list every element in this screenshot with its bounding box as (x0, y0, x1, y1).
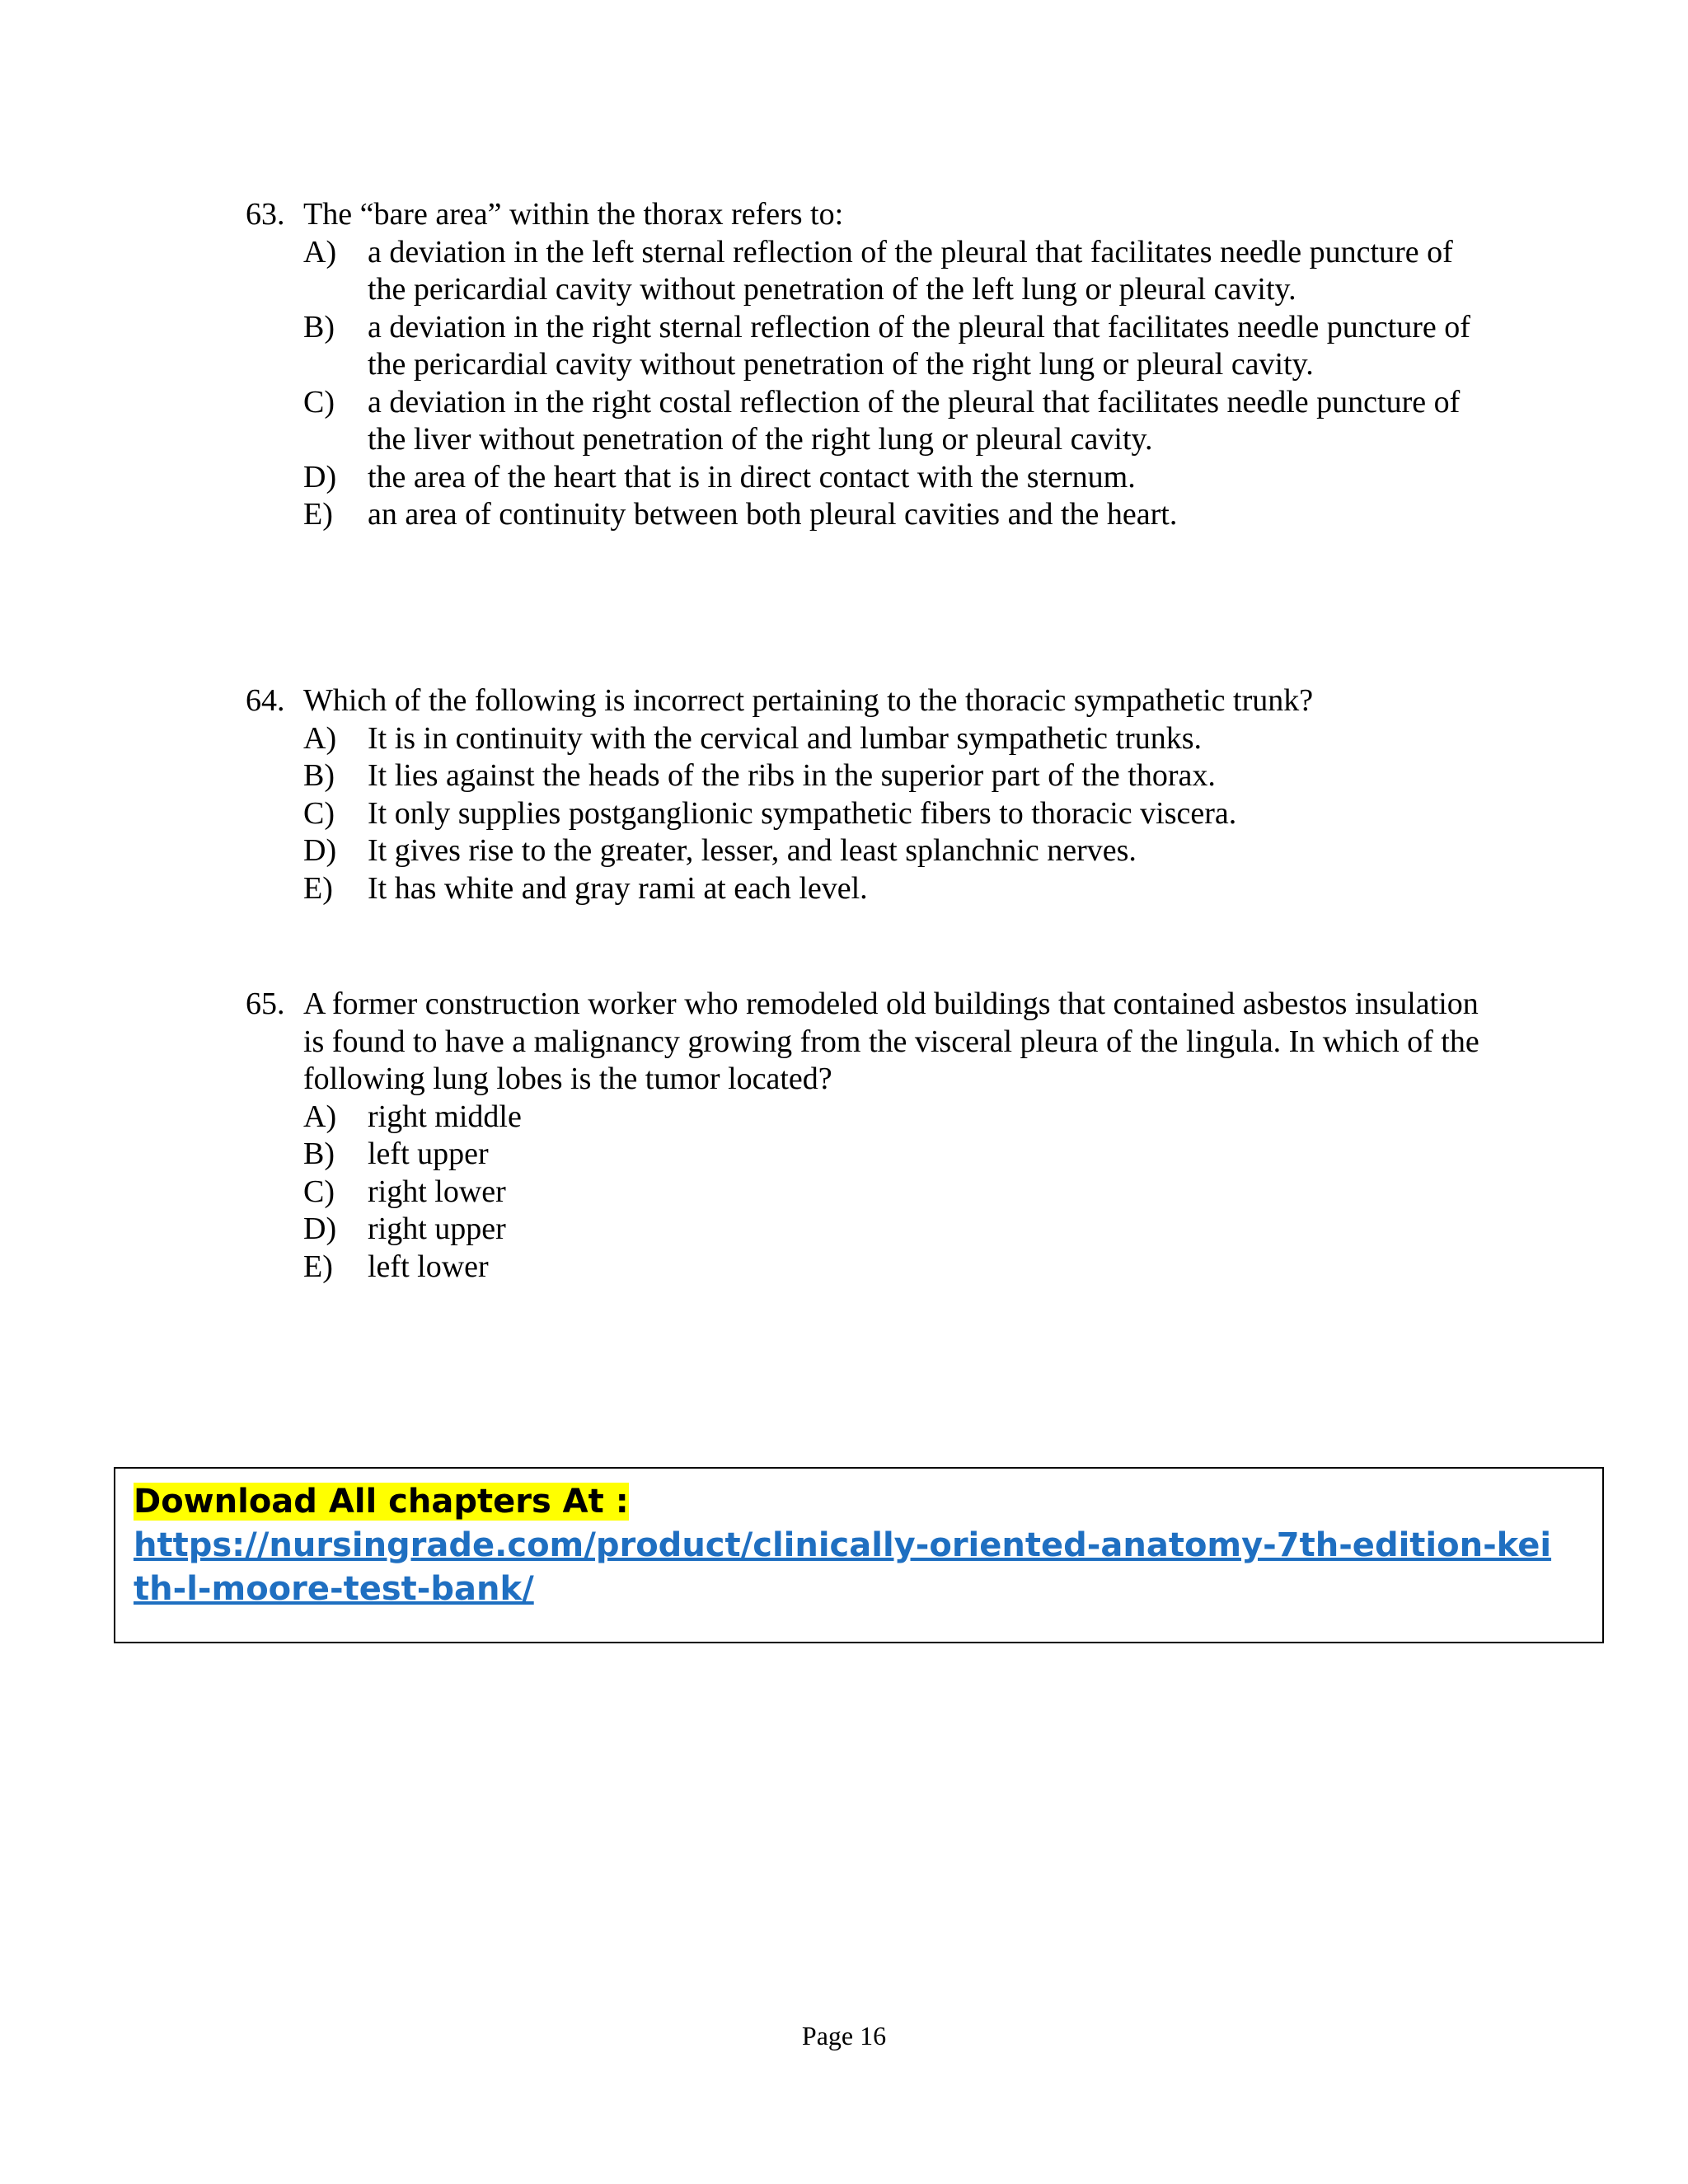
answer-option (303, 234, 1498, 309)
option-text: It has white and gray rami at each level. (368, 870, 868, 906)
answer-option (303, 1249, 1498, 1286)
answer-option (303, 795, 1498, 833)
option-text: a deviation in the right sternal reflection of the pleural that facilitates needle puncture of the pericardial cavity without penetration of the right lung or pleural cavity. (368, 309, 1470, 382)
question-stem (246, 986, 1498, 1099)
question-number: 63. (246, 197, 285, 232)
option-letter: A) (303, 720, 337, 756)
answer-option (303, 870, 1498, 908)
option-text: right upper (368, 1212, 506, 1246)
answer-option (303, 1174, 1498, 1212)
option-letter: C) (303, 1174, 335, 1209)
question-stem (246, 682, 1498, 720)
option-text: left lower (368, 1249, 489, 1284)
answer-option (303, 832, 1498, 870)
option-letter: E) (303, 497, 333, 532)
option-text: It only supplies postganglionic sympathetic fibers to thoracic viscera. (368, 795, 1237, 831)
option-text: It lies against the heads of the ribs in the superior part of the thorax. (368, 758, 1216, 793)
option-text: It gives rise to the greater, lesser, and least splanchnic nerves. (368, 833, 1137, 868)
option-text: an area of continuity between both pleural cavities and the heart. (368, 497, 1178, 532)
answer-option (303, 459, 1498, 497)
question-64 (246, 682, 1498, 907)
option-text: left upper (368, 1137, 489, 1171)
answer-option (303, 720, 1498, 758)
option-letter: C) (303, 384, 335, 419)
question-text: A former construction worker who remodeled old buildings that contained asbestos insulation is found to have a malignancy growing from the visceral pleura of the lingula. In which of the following lung lobes is the tumor located? (303, 987, 1479, 1096)
question-63 (246, 196, 1498, 534)
option-letter: D) (303, 833, 337, 868)
option-letter: D) (303, 1212, 337, 1246)
option-letter: B) (303, 1137, 335, 1171)
answer-option (303, 309, 1498, 384)
option-text: right lower (368, 1174, 506, 1209)
option-letter: E) (303, 1249, 333, 1284)
question-text: The “bare area” within the thorax refers to: (303, 197, 844, 232)
download-link[interactable]: https://nursingrade.com/product/clinically-oriented-anatomy-7th-edition-keith-l-moore-test-bank/ (134, 1526, 1552, 1608)
download-box (114, 1467, 1604, 1643)
answer-option (303, 384, 1498, 459)
question-stem (246, 196, 1498, 234)
option-text: a deviation in the right costal reflection of the pleural that facilitates needle puncture of the liver without penetration of the right lung or pleural cavity. (368, 384, 1461, 457)
option-letter: A) (303, 1099, 337, 1134)
option-letter: A) (303, 234, 337, 269)
option-letter: E) (303, 870, 333, 906)
option-text: a deviation in the left sternal reflection of the pleural that facilitates needle puncture of the pericardial cavity without penetration of the left lung or pleural cavity. (368, 234, 1453, 307)
answer-option (303, 1136, 1498, 1174)
answer-option (303, 1099, 1498, 1137)
page-number: Page 16 (801, 2021, 887, 2050)
answer-option (303, 1211, 1498, 1249)
answer-option (303, 496, 1498, 534)
option-letter: B) (303, 758, 335, 793)
option-text: the area of the heart that is in direct contact with the sternum. (368, 459, 1136, 494)
question-65 (246, 986, 1498, 1286)
option-letter: C) (303, 795, 335, 831)
option-letter: D) (303, 459, 337, 494)
option-letter: B) (303, 309, 335, 344)
download-title: Download All chapters At : (134, 1483, 629, 1521)
answer-option (303, 757, 1498, 795)
option-text: It is in continuity with the cervical and lumbar sympathetic trunks. (368, 720, 1203, 756)
question-number: 64. (246, 683, 285, 718)
question-number: 65. (246, 987, 285, 1021)
question-text: Which of the following is incorrect pertaining to the thoracic sympathetic trunk? (303, 683, 1314, 718)
option-text: right middle (368, 1099, 522, 1134)
